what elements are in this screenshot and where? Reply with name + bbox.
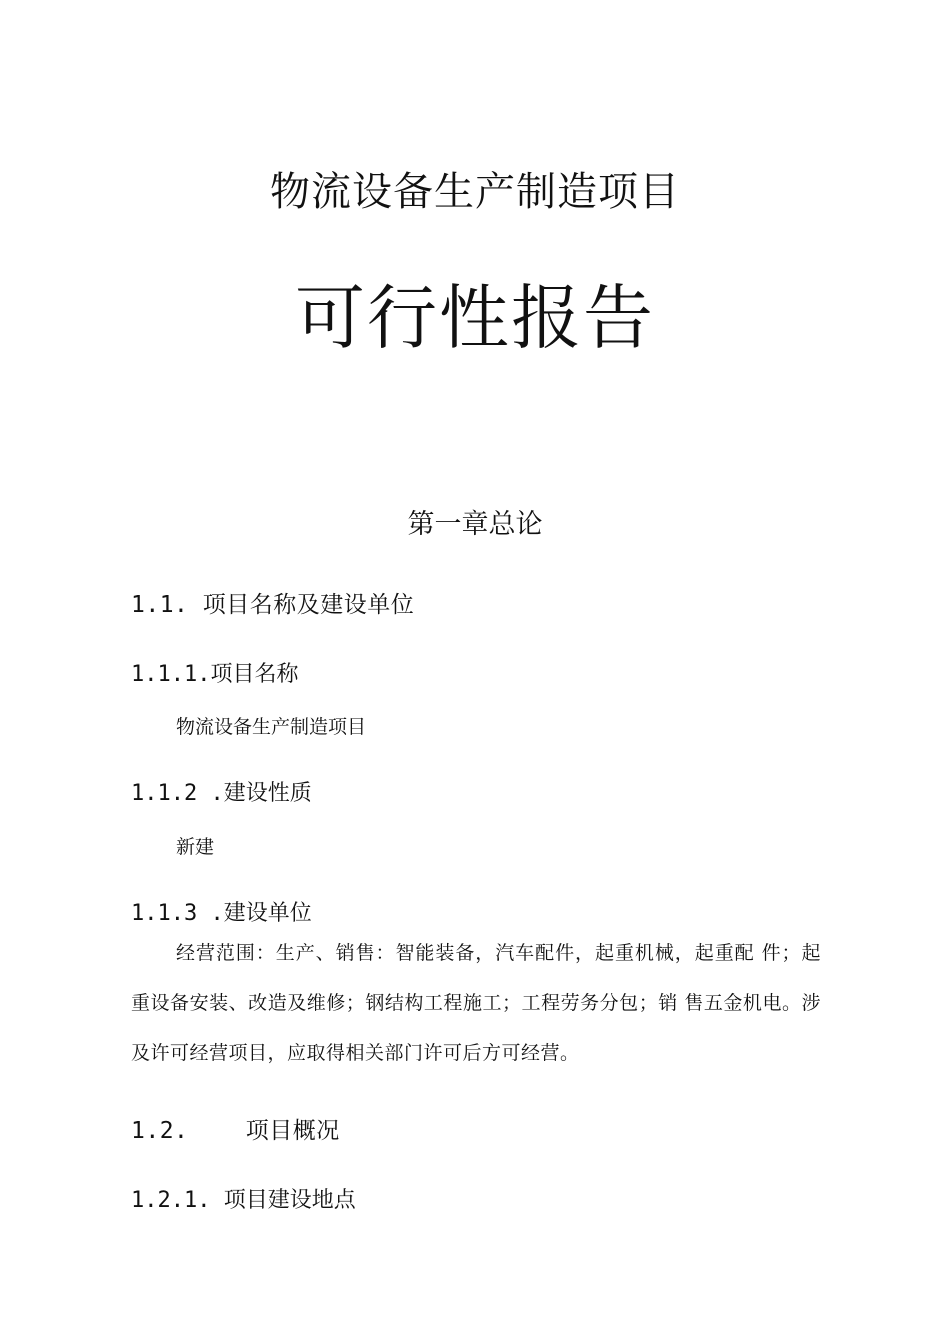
cover-title: 可行性报告 bbox=[295, 277, 655, 359]
section-heading-1-2-1: 1.2.1. 项目建设地点 bbox=[131, 1188, 356, 1213]
section-text-1-1-1: 物流设备生产制造项目 bbox=[176, 716, 367, 738]
chapter-heading: 第一章总论 bbox=[407, 509, 543, 540]
section-heading-1-2: 1.2. 项目概况 bbox=[131, 1118, 340, 1144]
section-heading-1-1-1: 1.1.1.项目名称 bbox=[131, 662, 299, 687]
section-heading-1-1-3: 1.1.3 .建设单位 bbox=[131, 901, 312, 926]
section-heading-1-1-2: 1.1.2 .建设性质 bbox=[131, 781, 312, 806]
cover-subtitle: 物流设备生产制造项目 bbox=[270, 169, 680, 215]
section-text-1-1-3: 经营范围：生产、销售：智能装备，汽车配件，起重机械，起重配 件；起重设备安装、改造及维修；钢结构工程施工；工程劳务分包；销 售五金机电。涉及许可经营项目，应取得相关部门许可后方可经营。 bbox=[131, 942, 821, 1064]
section-text-1-1-2: 新建 bbox=[176, 836, 215, 858]
section-heading-1-1: 1.1. 项目名称及建设单位 bbox=[131, 592, 415, 618]
